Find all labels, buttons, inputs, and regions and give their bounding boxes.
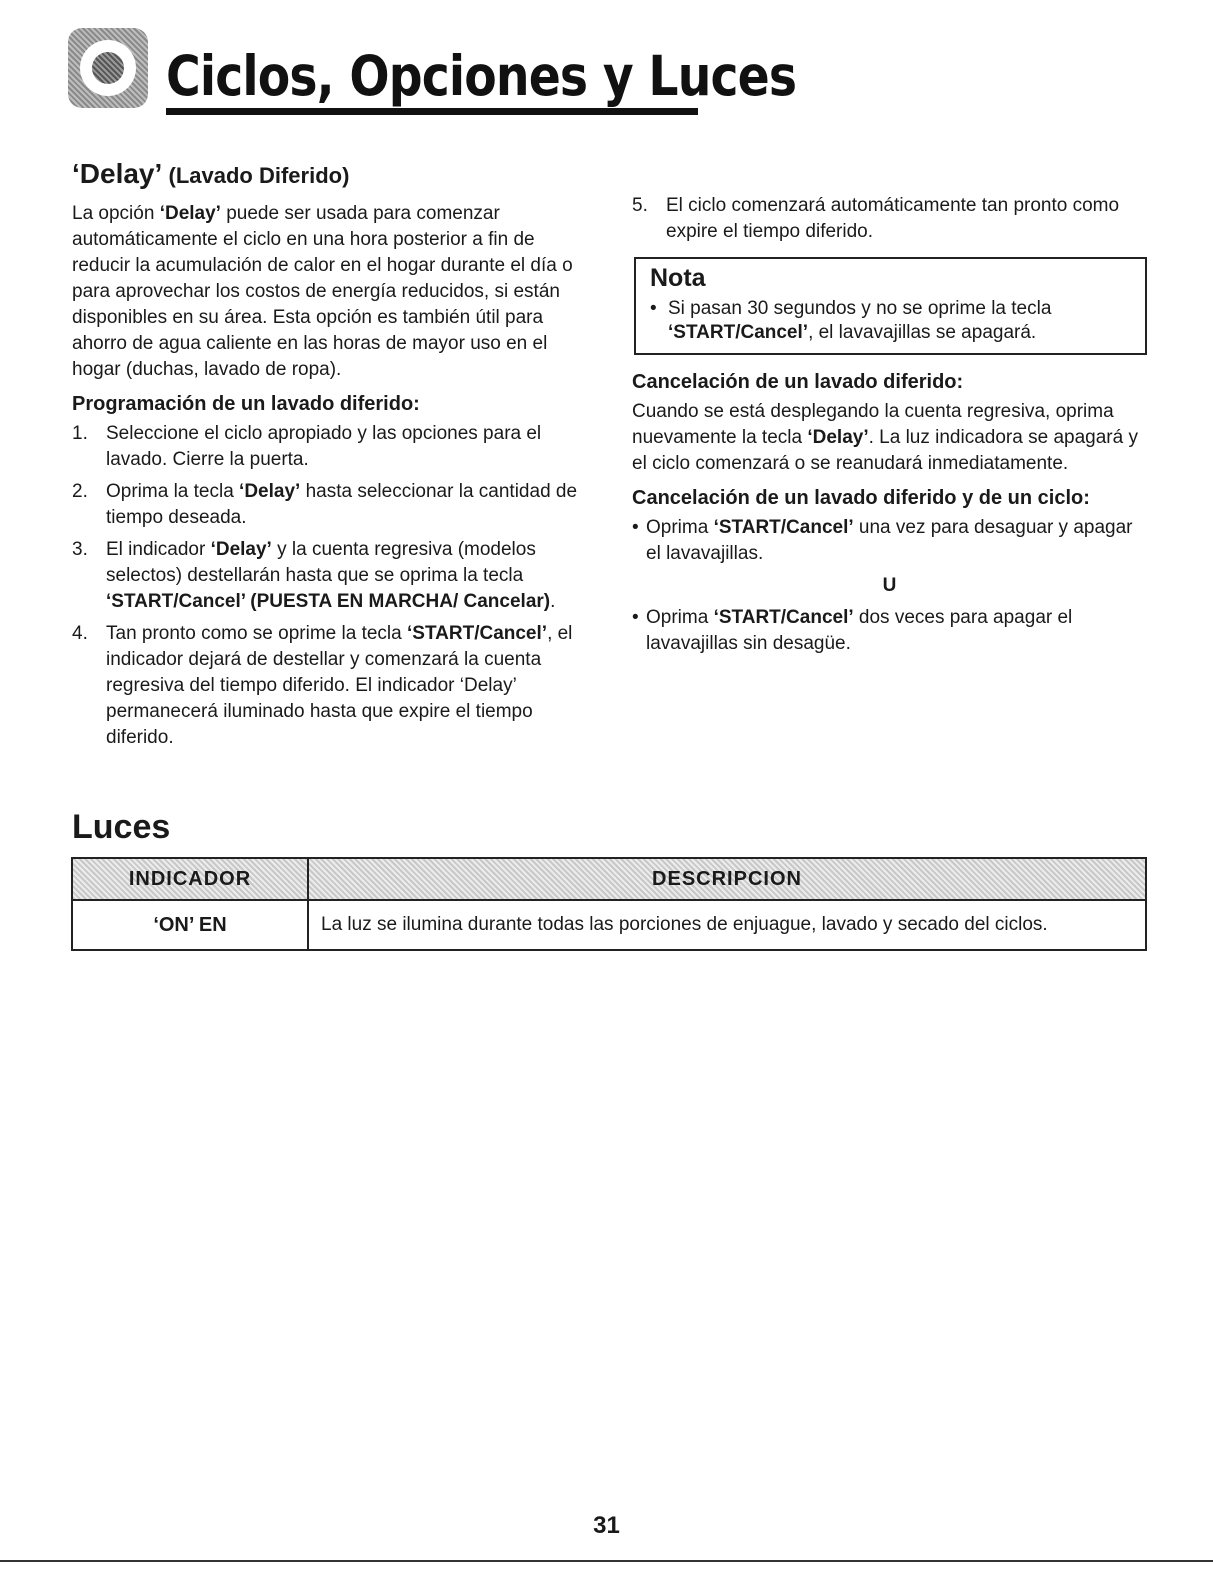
cancel-text: Cuando se está desplegando la cuenta regresiva, oprima nuevamente la tecla ‘Delay’. La luz indicadora se apagará y el ciclo comenzará o se reanudará inmediatamente. [632, 401, 1138, 474]
bullet-icon: • [632, 607, 639, 628]
delay-section-title [72, 157, 592, 193]
luces-title: Luces [72, 808, 171, 846]
step-item [72, 479, 592, 531]
step-number: 3. [72, 539, 88, 560]
or-separator: U [882, 575, 897, 596]
step-text: Oprima la tecla ‘Delay’ hasta seleccionar la cantidad de tiempo deseada. [106, 481, 578, 528]
page-number: 31 [593, 1512, 620, 1539]
column-header-indicator: INDICADOR [72, 858, 308, 900]
bullet-icon: • [632, 517, 639, 538]
lights-table [71, 857, 1147, 951]
step-item [72, 421, 592, 473]
table-row [72, 900, 1146, 950]
footer-rule [0, 1560, 1213, 1562]
indicator-cell: ‘ON’ EN [72, 900, 308, 950]
cancel-cycle-item [632, 515, 1147, 567]
cancel-cycle-heading: Cancelación de un lavado diferido y de un ciclo: [632, 487, 1090, 509]
step-number: 4. [72, 623, 88, 644]
programming-heading: Programación de un lavado diferido: [72, 393, 420, 415]
step-text: Tan pronto como se oprime la tecla ‘START/Cancel’, el indicador dejará de destellar y comenzará la cuenta regresiva del tiempo diferido. El indicador ‘Delay’ permanecerá iluminado hasta que expire el tiempo diferido. [106, 623, 573, 748]
step-item [632, 193, 1147, 245]
description-cell: La luz se ilumina durante todas las porciones de enjuague, lavado y secado del ciclos. [308, 900, 1146, 950]
page-header [68, 28, 899, 108]
column-header-description: DESCRIPCION [308, 858, 1146, 900]
note-text: Si pasan 30 segundos y no se oprime la tecla ‘START/Cancel’, el lavavajillas se apagará. [668, 298, 1052, 343]
table-header-row [72, 858, 1146, 900]
cancel-heading: Cancelación de un lavado diferido: [632, 371, 964, 393]
delay-title: ‘Delay’ [72, 158, 161, 189]
step-item [72, 621, 592, 751]
page-title: Ciclos, Opciones y Luces [166, 44, 797, 108]
step-text: Seleccione el ciclo apropiado y las opciones para el lavado. Cierre la puerta. [106, 423, 542, 470]
step-number: 1. [72, 423, 88, 444]
delay-title-sub: (Lavado Diferido) [168, 163, 350, 188]
step-number: 2. [72, 481, 88, 502]
steps-list-left [72, 421, 592, 751]
note-box [634, 257, 1147, 355]
title-underline [166, 108, 698, 115]
note-title: Nota [650, 264, 706, 292]
right-column [632, 193, 1147, 657]
cancel-cycle-item [632, 605, 1147, 657]
cancel-cycle-text: Oprima ‘START/Cancel’ una vez para desaguar y apagar el lavavajillas. [646, 517, 1133, 564]
step-number: 5. [632, 195, 648, 216]
bullet-icon: • [650, 298, 657, 319]
step-text: El ciclo comenzará automáticamente tan pronto como expire el tiempo diferido. [666, 195, 1120, 242]
cancel-cycle-text: Oprima ‘START/Cancel’ dos veces para apagar el lavavajillas sin desagüe. [646, 607, 1073, 654]
step-item [72, 537, 592, 615]
note-item [650, 297, 1131, 345]
left-column [72, 157, 592, 757]
steps-list-right [632, 193, 1147, 245]
dishwasher-dial-icon [68, 28, 148, 108]
step-text: El indicador ‘Delay’ y la cuenta regresiva (modelos selectos) destellarán hasta que se oprima la tecla ‘START/Cancel’ (PUESTA EN MARCHA/ Cancelar). [106, 539, 556, 612]
delay-intro: La opción ‘Delay’ puede ser usada para comenzar automáticamente el ciclo en una hora posterior a fin de reducir la acumulación de calor en el hogar durante el día o para aprovechar los costos de energía reducidos, si están disponibles en su área. Esta opción es también útil para ahorro de agua caliente en las horas de mayor uso en el hogar (duchas, lavado de ropa). [72, 203, 573, 380]
